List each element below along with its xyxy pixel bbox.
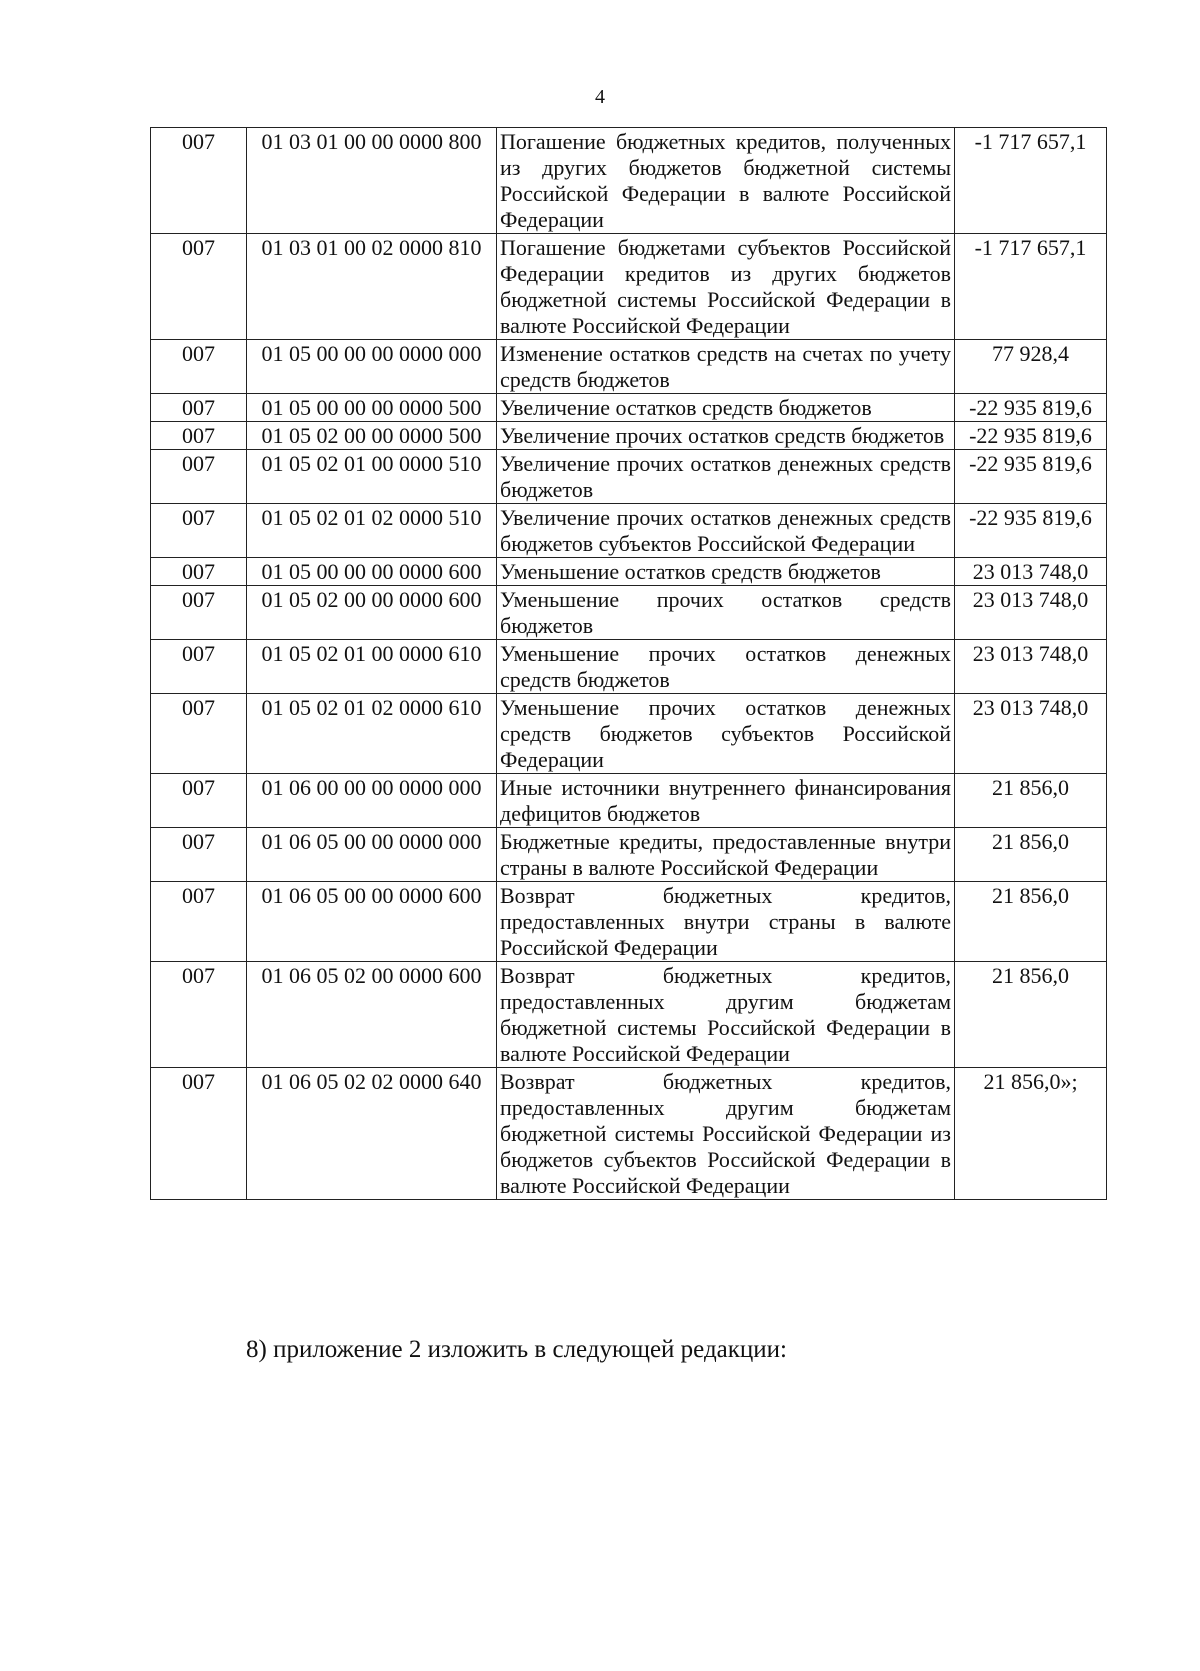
admin-code-cell: 007 (151, 694, 247, 774)
admin-code-cell: 007 (151, 774, 247, 828)
table-row (151, 558, 1107, 586)
table-row (151, 128, 1107, 234)
source-name-cell: Бюджетные кредиты, предоставленные внутри страны в валюте Российской Федерации (497, 828, 955, 882)
table-row (151, 694, 1107, 774)
page-number: 4 (595, 86, 605, 108)
source-name-cell: Уменьшение прочих остатков денежных средств бюджетов субъектов Российской Федерации (497, 694, 955, 774)
classification-code-cell: 01 05 00 00 00 0000 600 (247, 558, 497, 586)
amount-cell: 23 013 748,0 (955, 586, 1107, 640)
admin-code-cell: 007 (151, 640, 247, 694)
source-name-cell: Увеличение остатков средств бюджетов (497, 394, 955, 422)
amount-cell: -22 935 819,6 (955, 450, 1107, 504)
admin-code-cell: 007 (151, 234, 247, 340)
amount-cell: -22 935 819,6 (955, 504, 1107, 558)
classification-code-cell: 01 03 01 00 02 0000 810 (247, 234, 497, 340)
source-name-cell: Увеличение прочих остатков денежных средств бюджетов (497, 450, 955, 504)
amount-cell: -1 717 657,1 (955, 234, 1107, 340)
admin-code-cell: 007 (151, 128, 247, 234)
classification-code-cell: 01 06 05 02 00 0000 600 (247, 962, 497, 1068)
source-name-cell: Иные источники внутреннего финансирования дефицитов бюджетов (497, 774, 955, 828)
amount-cell: 23 013 748,0 (955, 694, 1107, 774)
admin-code-cell: 007 (151, 828, 247, 882)
source-name-cell: Погашение бюджетных кредитов, полученных из других бюджетов бюджетной системы Российской Федерации в валюте Российской Федерации (497, 128, 955, 234)
source-name-cell: Уменьшение прочих остатков денежных средств бюджетов (497, 640, 955, 694)
source-name-cell: Уменьшение прочих остатков средств бюджетов (497, 586, 955, 640)
amount-cell: 21 856,0 (955, 962, 1107, 1068)
amount-cell: -22 935 819,6 (955, 422, 1107, 450)
source-name-cell: Уменьшение остатков средств бюджетов (497, 558, 955, 586)
amount-cell: -1 717 657,1 (955, 128, 1107, 234)
classification-code-cell: 01 06 05 02 02 0000 640 (247, 1068, 497, 1200)
table-row (151, 504, 1107, 558)
classification-code-cell: 01 05 02 01 00 0000 610 (247, 640, 497, 694)
admin-code-cell: 007 (151, 586, 247, 640)
table-row (151, 340, 1107, 394)
classification-code-cell: 01 06 00 00 00 0000 000 (247, 774, 497, 828)
table-row (151, 774, 1107, 828)
amount-cell: -22 935 819,6 (955, 394, 1107, 422)
admin-code-cell: 007 (151, 394, 247, 422)
amount-cell: 21 856,0 (955, 882, 1107, 962)
admin-code-cell: 007 (151, 450, 247, 504)
table-row (151, 586, 1107, 640)
classification-code-cell: 01 05 02 01 00 0000 510 (247, 450, 497, 504)
classification-code-cell: 01 06 05 00 00 0000 000 (247, 828, 497, 882)
amount-cell: 21 856,0»; (955, 1068, 1107, 1200)
table-body (151, 128, 1107, 1200)
classification-code-cell: 01 06 05 00 00 0000 600 (247, 882, 497, 962)
source-name-cell: Погашение бюджетами субъектов Российской Федерации кредитов из других бюджетов бюджетной системы Российской Федерации в валюте Российской Федерации (497, 234, 955, 340)
source-name-cell: Увеличение прочих остатков денежных средств бюджетов субъектов Российской Федерации (497, 504, 955, 558)
amount-cell: 23 013 748,0 (955, 640, 1107, 694)
amount-cell: 77 928,4 (955, 340, 1107, 394)
table-row (151, 394, 1107, 422)
admin-code-cell: 007 (151, 962, 247, 1068)
source-name-cell: Возврат бюджетных кредитов, предоставленных другим бюджетам бюджетной системы Российской Федерации в валюте Российской Федерации (497, 962, 955, 1068)
table-row (151, 1068, 1107, 1200)
amount-cell: 21 856,0 (955, 774, 1107, 828)
admin-code-cell: 007 (151, 422, 247, 450)
admin-code-cell: 007 (151, 504, 247, 558)
table-row (151, 962, 1107, 1068)
classification-code-cell: 01 05 02 01 02 0000 610 (247, 694, 497, 774)
classification-code-cell: 01 03 01 00 00 0000 800 (247, 128, 497, 234)
source-name-cell: Возврат бюджетных кредитов, предоставленных внутри страны в валюте Российской Федерации (497, 882, 955, 962)
classification-code-cell: 01 05 02 01 02 0000 510 (247, 504, 497, 558)
table-row (151, 422, 1107, 450)
table-row (151, 450, 1107, 504)
source-name-cell: Изменение остатков средств на счетах по учету средств бюджетов (497, 340, 955, 394)
source-name-cell: Возврат бюджетных кредитов, предоставленных другим бюджетам бюджетной системы Российской Федерации из бюджетов субъектов Российской Федерации в валюте Российской Федерации (497, 1068, 955, 1200)
amount-cell: 23 013 748,0 (955, 558, 1107, 586)
table-row (151, 882, 1107, 962)
table-row (151, 640, 1107, 694)
table-row (151, 828, 1107, 882)
classification-code-cell: 01 05 00 00 00 0000 500 (247, 394, 497, 422)
source-name-cell: Увеличение прочих остатков средств бюджетов (497, 422, 955, 450)
classification-code-cell: 01 05 02 00 00 0000 500 (247, 422, 497, 450)
amount-cell: 21 856,0 (955, 828, 1107, 882)
budget-sources-table (150, 127, 1107, 1200)
closing-paragraph: 8) приложение 2 изложить в следующей редакции: (246, 1336, 787, 1363)
admin-code-cell: 007 (151, 558, 247, 586)
admin-code-cell: 007 (151, 1068, 247, 1200)
admin-code-cell: 007 (151, 340, 247, 394)
admin-code-cell: 007 (151, 882, 247, 962)
table-row (151, 234, 1107, 340)
classification-code-cell: 01 05 02 00 00 0000 600 (247, 586, 497, 640)
classification-code-cell: 01 05 00 00 00 0000 000 (247, 340, 497, 394)
